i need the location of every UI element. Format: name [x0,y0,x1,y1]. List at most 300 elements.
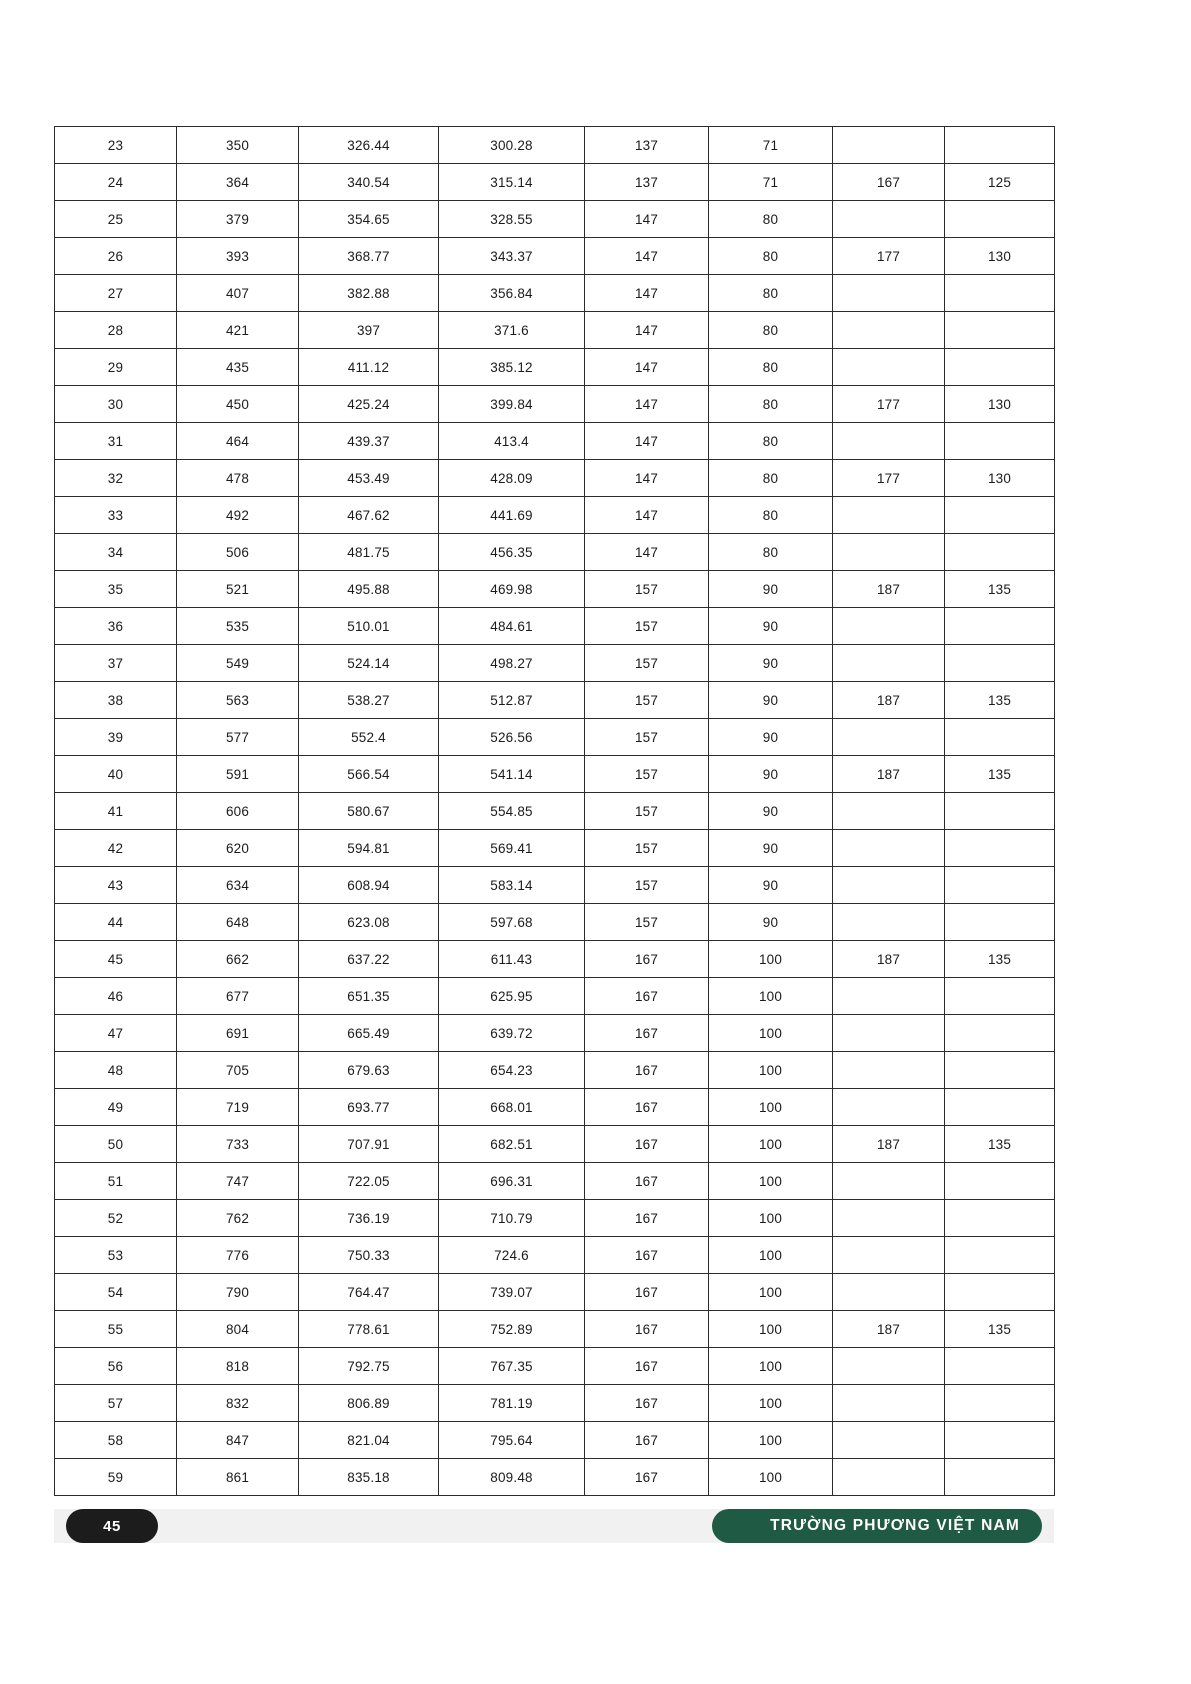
table-cell: 100 [709,1126,833,1163]
table-cell: 300.28 [439,127,585,164]
table-cell: 750.33 [299,1237,439,1274]
table-row [55,275,1055,312]
table-cell: 135 [945,1126,1055,1163]
table-cell: 187 [833,941,945,978]
table-cell: 37 [55,645,177,682]
table-cell: 795.64 [439,1422,585,1459]
table-cell: 707.91 [299,1126,439,1163]
table-cell: 594.81 [299,830,439,867]
table-row [55,571,1055,608]
table-cell [945,423,1055,460]
table-cell: 100 [709,978,833,1015]
table-cell: 625.95 [439,978,585,1015]
table-cell: 187 [833,682,945,719]
table-cell: 399.84 [439,386,585,423]
table-cell [945,275,1055,312]
table-cell: 42 [55,830,177,867]
table-cell [833,127,945,164]
table-cell: 44 [55,904,177,941]
table-cell: 456.35 [439,534,585,571]
table-cell: 80 [709,349,833,386]
table-cell: 328.55 [439,201,585,238]
table-cell: 382.88 [299,275,439,312]
table-row [55,164,1055,201]
table-cell: 762 [177,1200,299,1237]
table-cell: 439.37 [299,423,439,460]
table-cell: 421 [177,312,299,349]
table-cell: 425.24 [299,386,439,423]
table-row [55,1052,1055,1089]
table-row [55,201,1055,238]
table-cell: 80 [709,497,833,534]
table-cell: 157 [585,867,709,904]
table-cell: 710.79 [439,1200,585,1237]
table-cell [945,1274,1055,1311]
table-row [55,756,1055,793]
table-row [55,1015,1055,1052]
table-cell: 90 [709,904,833,941]
table-row [55,1163,1055,1200]
table-cell: 818 [177,1348,299,1385]
table-cell: 467.62 [299,497,439,534]
table-cell: 608.94 [299,867,439,904]
table-cell: 167 [833,164,945,201]
table-cell: 187 [833,1126,945,1163]
table-row [55,1348,1055,1385]
table-cell: 679.63 [299,1052,439,1089]
table-cell: 611.43 [439,941,585,978]
table-cell: 428.09 [439,460,585,497]
table-cell: 167 [585,1052,709,1089]
table-cell [945,1348,1055,1385]
table-cell: 59 [55,1459,177,1496]
table-cell: 343.37 [439,238,585,275]
table-cell: 677 [177,978,299,1015]
table-cell: 135 [945,571,1055,608]
table-cell: 411.12 [299,349,439,386]
table-row [55,497,1055,534]
table-row [55,867,1055,904]
table-cell: 167 [585,978,709,1015]
table-row [55,312,1055,349]
table-cell: 100 [709,1015,833,1052]
table-cell: 167 [585,941,709,978]
table-cell [833,534,945,571]
table-cell: 526.56 [439,719,585,756]
table-row [55,423,1055,460]
table-cell: 167 [585,1163,709,1200]
table-cell: 33 [55,497,177,534]
table-cell: 31 [55,423,177,460]
table-cell: 580.67 [299,793,439,830]
table-row [55,941,1055,978]
table-cell: 413.4 [439,423,585,460]
table-cell: 90 [709,682,833,719]
table-cell: 147 [585,201,709,238]
table-row [55,1089,1055,1126]
table-cell: 100 [709,1459,833,1496]
table-cell: 90 [709,571,833,608]
table-cell: 591 [177,756,299,793]
table-cell: 569.41 [439,830,585,867]
table-cell: 157 [585,645,709,682]
table-cell: 135 [945,941,1055,978]
table-cell: 34 [55,534,177,571]
table-cell: 43 [55,867,177,904]
table-cell: 157 [585,756,709,793]
page-number-badge: 45 [66,1509,158,1543]
table-cell: 177 [833,386,945,423]
table-cell: 90 [709,830,833,867]
table-cell: 80 [709,423,833,460]
table-cell: 36 [55,608,177,645]
table-cell: 137 [585,127,709,164]
table-cell: 167 [585,1015,709,1052]
table-cell: 566.54 [299,756,439,793]
table-cell: 100 [709,1089,833,1126]
table-cell: 32 [55,460,177,497]
table-cell: 177 [833,238,945,275]
table-cell: 49 [55,1089,177,1126]
table-cell: 781.19 [439,1385,585,1422]
table-cell [833,1422,945,1459]
table-cell: 90 [709,793,833,830]
table-cell: 80 [709,312,833,349]
table-cell [833,1274,945,1311]
table-cell: 187 [833,1311,945,1348]
table-row [55,1422,1055,1459]
table-cell: 510.01 [299,608,439,645]
table-cell: 24 [55,164,177,201]
table-cell: 696.31 [439,1163,585,1200]
table-cell [833,608,945,645]
table-cell [833,497,945,534]
table-cell: 54 [55,1274,177,1311]
table-cell: 157 [585,793,709,830]
table-row [55,1237,1055,1274]
table-cell [833,793,945,830]
table-cell [833,1015,945,1052]
table-cell: 167 [585,1126,709,1163]
table-cell: 187 [833,571,945,608]
table-cell: 835.18 [299,1459,439,1496]
table-cell: 764.47 [299,1274,439,1311]
table-cell: 733 [177,1126,299,1163]
table-cell: 637.22 [299,941,439,978]
table-cell: 28 [55,312,177,349]
table-cell: 495.88 [299,571,439,608]
table-cell: 606 [177,793,299,830]
table-row [55,904,1055,941]
table-cell: 722.05 [299,1163,439,1200]
table-cell: 50 [55,1126,177,1163]
table-row [55,127,1055,164]
table-cell: 100 [709,1052,833,1089]
table-cell: 441.69 [439,497,585,534]
table-cell: 80 [709,386,833,423]
table-cell: 147 [585,275,709,312]
data-table [54,126,1055,1496]
table-cell: 747 [177,1163,299,1200]
table-cell: 137 [585,164,709,201]
table-cell: 147 [585,238,709,275]
table-cell: 130 [945,238,1055,275]
table-cell: 147 [585,534,709,571]
table-cell: 498.27 [439,645,585,682]
table-cell: 792.75 [299,1348,439,1385]
table-cell [945,978,1055,1015]
table-cell: 47 [55,1015,177,1052]
table-cell: 46 [55,978,177,1015]
table-cell: 693.77 [299,1089,439,1126]
table-cell: 157 [585,682,709,719]
table-cell: 623.08 [299,904,439,941]
table-cell: 778.61 [299,1311,439,1348]
table-row [55,1200,1055,1237]
table-cell: 450 [177,386,299,423]
table-cell: 767.35 [439,1348,585,1385]
table-cell: 861 [177,1459,299,1496]
table-cell: 340.54 [299,164,439,201]
table-cell: 354.65 [299,201,439,238]
table-cell: 125 [945,164,1055,201]
table-cell: 80 [709,201,833,238]
table-cell: 776 [177,1237,299,1274]
table-cell: 453.49 [299,460,439,497]
table-cell: 100 [709,1348,833,1385]
table-cell: 167 [585,1348,709,1385]
table-cell [945,793,1055,830]
table-cell: 187 [833,756,945,793]
table-cell [945,1089,1055,1126]
table-cell [945,497,1055,534]
table-cell: 38 [55,682,177,719]
table-cell: 147 [585,312,709,349]
table-row [55,1311,1055,1348]
table-cell: 41 [55,793,177,830]
table-cell: 157 [585,830,709,867]
table-cell: 364 [177,164,299,201]
table-cell: 407 [177,275,299,312]
table-cell: 167 [585,1089,709,1126]
table-cell: 26 [55,238,177,275]
table-cell: 654.23 [439,1052,585,1089]
page-footer [54,1509,1054,1547]
table-cell [945,645,1055,682]
table-row [55,1385,1055,1422]
table-cell: 100 [709,1237,833,1274]
table-cell [945,1459,1055,1496]
table-cell: 368.77 [299,238,439,275]
table-cell [833,1237,945,1274]
table-cell: 492 [177,497,299,534]
table-cell [945,1385,1055,1422]
table-cell [833,275,945,312]
table-cell: 315.14 [439,164,585,201]
table-cell: 634 [177,867,299,904]
table-cell: 724.6 [439,1237,585,1274]
table-cell: 524.14 [299,645,439,682]
table-body [55,127,1055,1496]
table-cell: 385.12 [439,349,585,386]
table-cell [945,1015,1055,1052]
table-cell: 806.89 [299,1385,439,1422]
table-cell [945,1163,1055,1200]
table-cell [945,830,1055,867]
table-cell: 371.6 [439,312,585,349]
table-cell: 549 [177,645,299,682]
table-cell: 167 [585,1311,709,1348]
table-cell: 71 [709,127,833,164]
table-cell: 464 [177,423,299,460]
table-cell [833,1200,945,1237]
table-row [55,460,1055,497]
table-row [55,386,1055,423]
table-cell [833,201,945,238]
table-cell: 167 [585,1422,709,1459]
table-cell: 130 [945,460,1055,497]
table-cell [945,1237,1055,1274]
table-cell: 157 [585,608,709,645]
table-cell: 552.4 [299,719,439,756]
table-cell: 51 [55,1163,177,1200]
table-cell: 167 [585,1200,709,1237]
table-cell [833,1348,945,1385]
table-cell: 705 [177,1052,299,1089]
table-cell: 512.87 [439,682,585,719]
table-cell: 40 [55,756,177,793]
table-cell: 90 [709,867,833,904]
table-cell: 90 [709,608,833,645]
table-cell: 147 [585,423,709,460]
table-row [55,793,1055,830]
table-cell: 147 [585,460,709,497]
table-cell: 356.84 [439,275,585,312]
table-cell: 100 [709,1274,833,1311]
table-cell [945,1422,1055,1459]
table-row [55,534,1055,571]
table-cell [833,423,945,460]
table-cell: 29 [55,349,177,386]
table-row [55,830,1055,867]
table-cell: 135 [945,1311,1055,1348]
table-cell: 554.85 [439,793,585,830]
table-cell: 563 [177,682,299,719]
table-row [55,978,1055,1015]
table-cell [945,534,1055,571]
table-cell: 39 [55,719,177,756]
table-cell: 55 [55,1311,177,1348]
table-cell: 80 [709,534,833,571]
table-cell: 56 [55,1348,177,1385]
table-cell: 577 [177,719,299,756]
table-cell: 790 [177,1274,299,1311]
table-cell [833,904,945,941]
table-cell: 821.04 [299,1422,439,1459]
table-cell: 135 [945,682,1055,719]
table-row [55,1274,1055,1311]
table-cell: 80 [709,460,833,497]
table-cell: 177 [833,460,945,497]
table-cell: 648 [177,904,299,941]
table-cell: 809.48 [439,1459,585,1496]
table-cell: 100 [709,1311,833,1348]
table-cell [945,349,1055,386]
table-cell: 597.68 [439,904,585,941]
table-row [55,238,1055,275]
table-cell [833,349,945,386]
table-cell [945,1200,1055,1237]
table-cell: 58 [55,1422,177,1459]
table-cell: 719 [177,1089,299,1126]
table-cell [945,201,1055,238]
table-cell: 48 [55,1052,177,1089]
brand-label: TRƯỜNG PHƯƠNG VIỆT NAM [770,1517,1020,1534]
table-row [55,682,1055,719]
table-cell [833,1089,945,1126]
table-row [55,349,1055,386]
table-cell: 100 [709,941,833,978]
table-cell: 27 [55,275,177,312]
table-cell: 80 [709,238,833,275]
table-cell: 538.27 [299,682,439,719]
table-row [55,608,1055,645]
table-cell [833,1052,945,1089]
table-cell: 30 [55,386,177,423]
table-cell: 25 [55,201,177,238]
table-cell: 100 [709,1422,833,1459]
table-cell: 157 [585,719,709,756]
table-cell: 130 [945,386,1055,423]
table-cell: 397 [299,312,439,349]
table-cell [833,1385,945,1422]
table-cell: 752.89 [439,1311,585,1348]
table-cell: 147 [585,349,709,386]
table-cell [945,127,1055,164]
table-cell: 100 [709,1163,833,1200]
table-cell: 135 [945,756,1055,793]
table-cell: 379 [177,201,299,238]
table-cell: 147 [585,497,709,534]
table-cell: 157 [585,571,709,608]
table-cell: 691 [177,1015,299,1052]
table-cell: 157 [585,904,709,941]
table-cell [833,719,945,756]
table-cell [833,867,945,904]
table-cell: 620 [177,830,299,867]
table-cell: 535 [177,608,299,645]
table-cell: 583.14 [439,867,585,904]
table-cell: 167 [585,1459,709,1496]
table-cell: 100 [709,1200,833,1237]
table-cell [945,719,1055,756]
table-cell [833,312,945,349]
table-cell [945,867,1055,904]
table-cell: 90 [709,645,833,682]
table-cell [833,1459,945,1496]
data-table-container [54,126,1054,1496]
table-cell: 668.01 [439,1089,585,1126]
table-cell: 469.98 [439,571,585,608]
table-cell: 847 [177,1422,299,1459]
table-row [55,645,1055,682]
table-cell: 665.49 [299,1015,439,1052]
table-cell: 541.14 [439,756,585,793]
table-cell: 682.51 [439,1126,585,1163]
table-cell: 100 [709,1385,833,1422]
table-cell: 71 [709,164,833,201]
table-cell: 147 [585,386,709,423]
